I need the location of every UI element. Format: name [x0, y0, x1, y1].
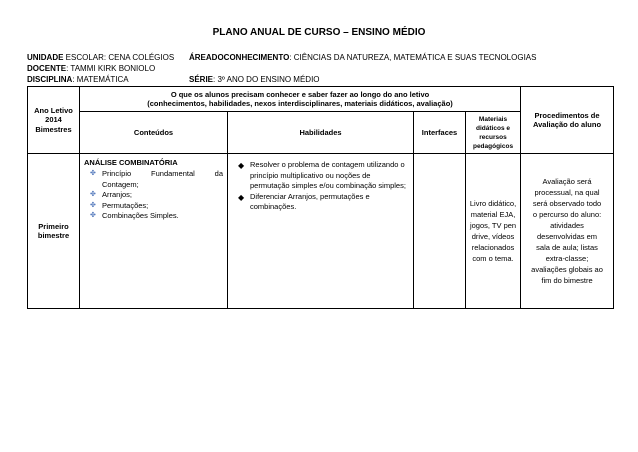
avaliacao-line: será observado todo — [532, 199, 602, 208]
list-item — [238, 191, 407, 213]
conteudo-text: Arranjos; — [102, 190, 133, 199]
docente-label: DOCENTE — [27, 64, 67, 73]
avaliacao-line: atividades — [550, 221, 584, 230]
materiais-header-line: didáticos e — [476, 124, 510, 132]
procedimentos-line-2: Avaliação do aluno — [532, 120, 602, 129]
diamond-bullet-icon: ◆ — [238, 192, 245, 202]
list-item — [90, 169, 223, 190]
cross-bullet-icon: ✤ — [90, 191, 96, 198]
habilidade-text: Resolver o problema de contagem utilizando o princípio multiplicativo ou noções de permutação simples e/ou combinação simples; — [250, 160, 406, 190]
disciplina-label: DISCIPLINA — [27, 75, 73, 84]
materiais-line: Livro didático, — [469, 199, 517, 208]
area-value: : CIÊNCIAS DA NATUREZA, MATEMÁTICA E SUAS TECNOLOGIAS — [289, 53, 537, 62]
bimestre-line: bimestre — [37, 231, 70, 240]
procedimentos-header-cell — [521, 87, 614, 154]
avaliacao-line: sala de aula; listas — [536, 243, 598, 252]
interfaces-cell — [414, 154, 466, 309]
conteudo-text: Permutações; — [102, 200, 149, 210]
unidade-value: ESCOLAR: CENA COLÉGIOS — [63, 53, 175, 62]
conteudos-list — [80, 169, 227, 222]
materiais-cell — [466, 154, 521, 309]
habilidades-header: Habilidades — [228, 112, 414, 154]
materiais-header-line: pedagógicos — [472, 142, 514, 150]
materiais-header-line: recursos — [479, 133, 507, 141]
list-item — [90, 190, 223, 201]
docente-value: : TAMMI KIRK BONIOLO — [66, 64, 156, 73]
habilidades-list — [228, 160, 413, 213]
conteudo-text: Princípio Fundamental da Contagem; — [102, 169, 223, 189]
avaliacao-line: o percurso do aluno: — [532, 210, 602, 219]
area-label: ÁREADOCONHECIMENTO — [189, 53, 290, 62]
ano-letivo-bimestres: Bimestres — [35, 124, 72, 134]
habilidade-text: Diferenciar Arranjos, permutações e combinações. — [250, 191, 370, 211]
interfaces-header: Interfaces — [414, 112, 466, 154]
serie-label: SÉRIE — [189, 75, 214, 84]
habilidades-cell — [228, 154, 414, 309]
cross-bullet-icon: ✤ — [90, 201, 96, 209]
avaliacao-line: processual, na qual — [534, 188, 600, 197]
materiais-header — [466, 112, 521, 154]
main-header-cell — [80, 87, 521, 112]
materiais-line: drive, vídeos — [471, 232, 515, 241]
materiais-line: relacionados — [471, 243, 515, 252]
conteudo-text: Combinações Simples. — [102, 211, 179, 220]
conteudos-header: Conteúdos — [80, 112, 228, 154]
ano-letivo-line: Ano Letivo — [34, 105, 73, 115]
avaliacao-cell — [521, 154, 614, 309]
document-title: PLANO ANUAL DE CURSO – ENSINO MÉDIO — [212, 27, 426, 38]
materiais-line: jogos, TV pen — [469, 221, 517, 230]
materiais-line: com o tema. — [472, 254, 514, 263]
avaliacao-line: avaliações globais ao — [531, 265, 603, 274]
meta-line-disciplina — [27, 75, 320, 85]
avaliacao-line: Avaliação será — [542, 177, 592, 186]
bimestre-cell — [28, 154, 80, 309]
materiais-header-line: Materiais — [478, 115, 508, 123]
meta-line-unidade — [27, 53, 537, 63]
serie-field — [189, 75, 320, 85]
disciplina-value: : MATEMÁTICA — [72, 75, 129, 84]
meta-line-docente — [27, 64, 155, 74]
serie-value: : 3º ANO DO ENSINO MÉDIO — [213, 75, 320, 84]
main-header-line-1: O que os alunos precisam conhecer e saber fazer ao longo do ano letivo — [170, 89, 430, 99]
ano-letivo-cell — [28, 87, 80, 154]
list-item — [90, 200, 223, 212]
cross-bullet-icon: ✤ — [90, 212, 96, 219]
conteudos-cell — [80, 154, 228, 309]
list-item — [238, 160, 407, 192]
table-header-row-1 — [28, 87, 614, 112]
procedimentos-line-1: Procedimentos de — [534, 110, 600, 120]
diamond-bullet-icon: ◆ — [238, 161, 245, 170]
plan-table — [27, 86, 614, 309]
list-item — [90, 211, 223, 222]
materiais-line: material EJA, — [470, 210, 516, 219]
table-row-primeiro-bimestre — [28, 154, 614, 309]
topic-title: ANÁLISE COMBINATÓRIA — [84, 158, 178, 167]
main-header-line-2: (conhecimentos, habilidades, nexos interdisciplinares, materiais didáticos, avaliação) — [147, 99, 453, 108]
avaliacao-line: fim do bimestre — [541, 276, 593, 285]
bimestre-line: Primeiro — [38, 221, 69, 231]
avaliacao-line: desenvolvidas em — [537, 232, 598, 241]
unidade-label: UNIDADE — [27, 53, 64, 62]
area-field — [189, 53, 536, 63]
avaliacao-line: extra-classe; — [545, 254, 589, 263]
ano-letivo-year: 2014 — [45, 115, 62, 125]
cross-bullet-icon: ✤ — [90, 170, 96, 177]
